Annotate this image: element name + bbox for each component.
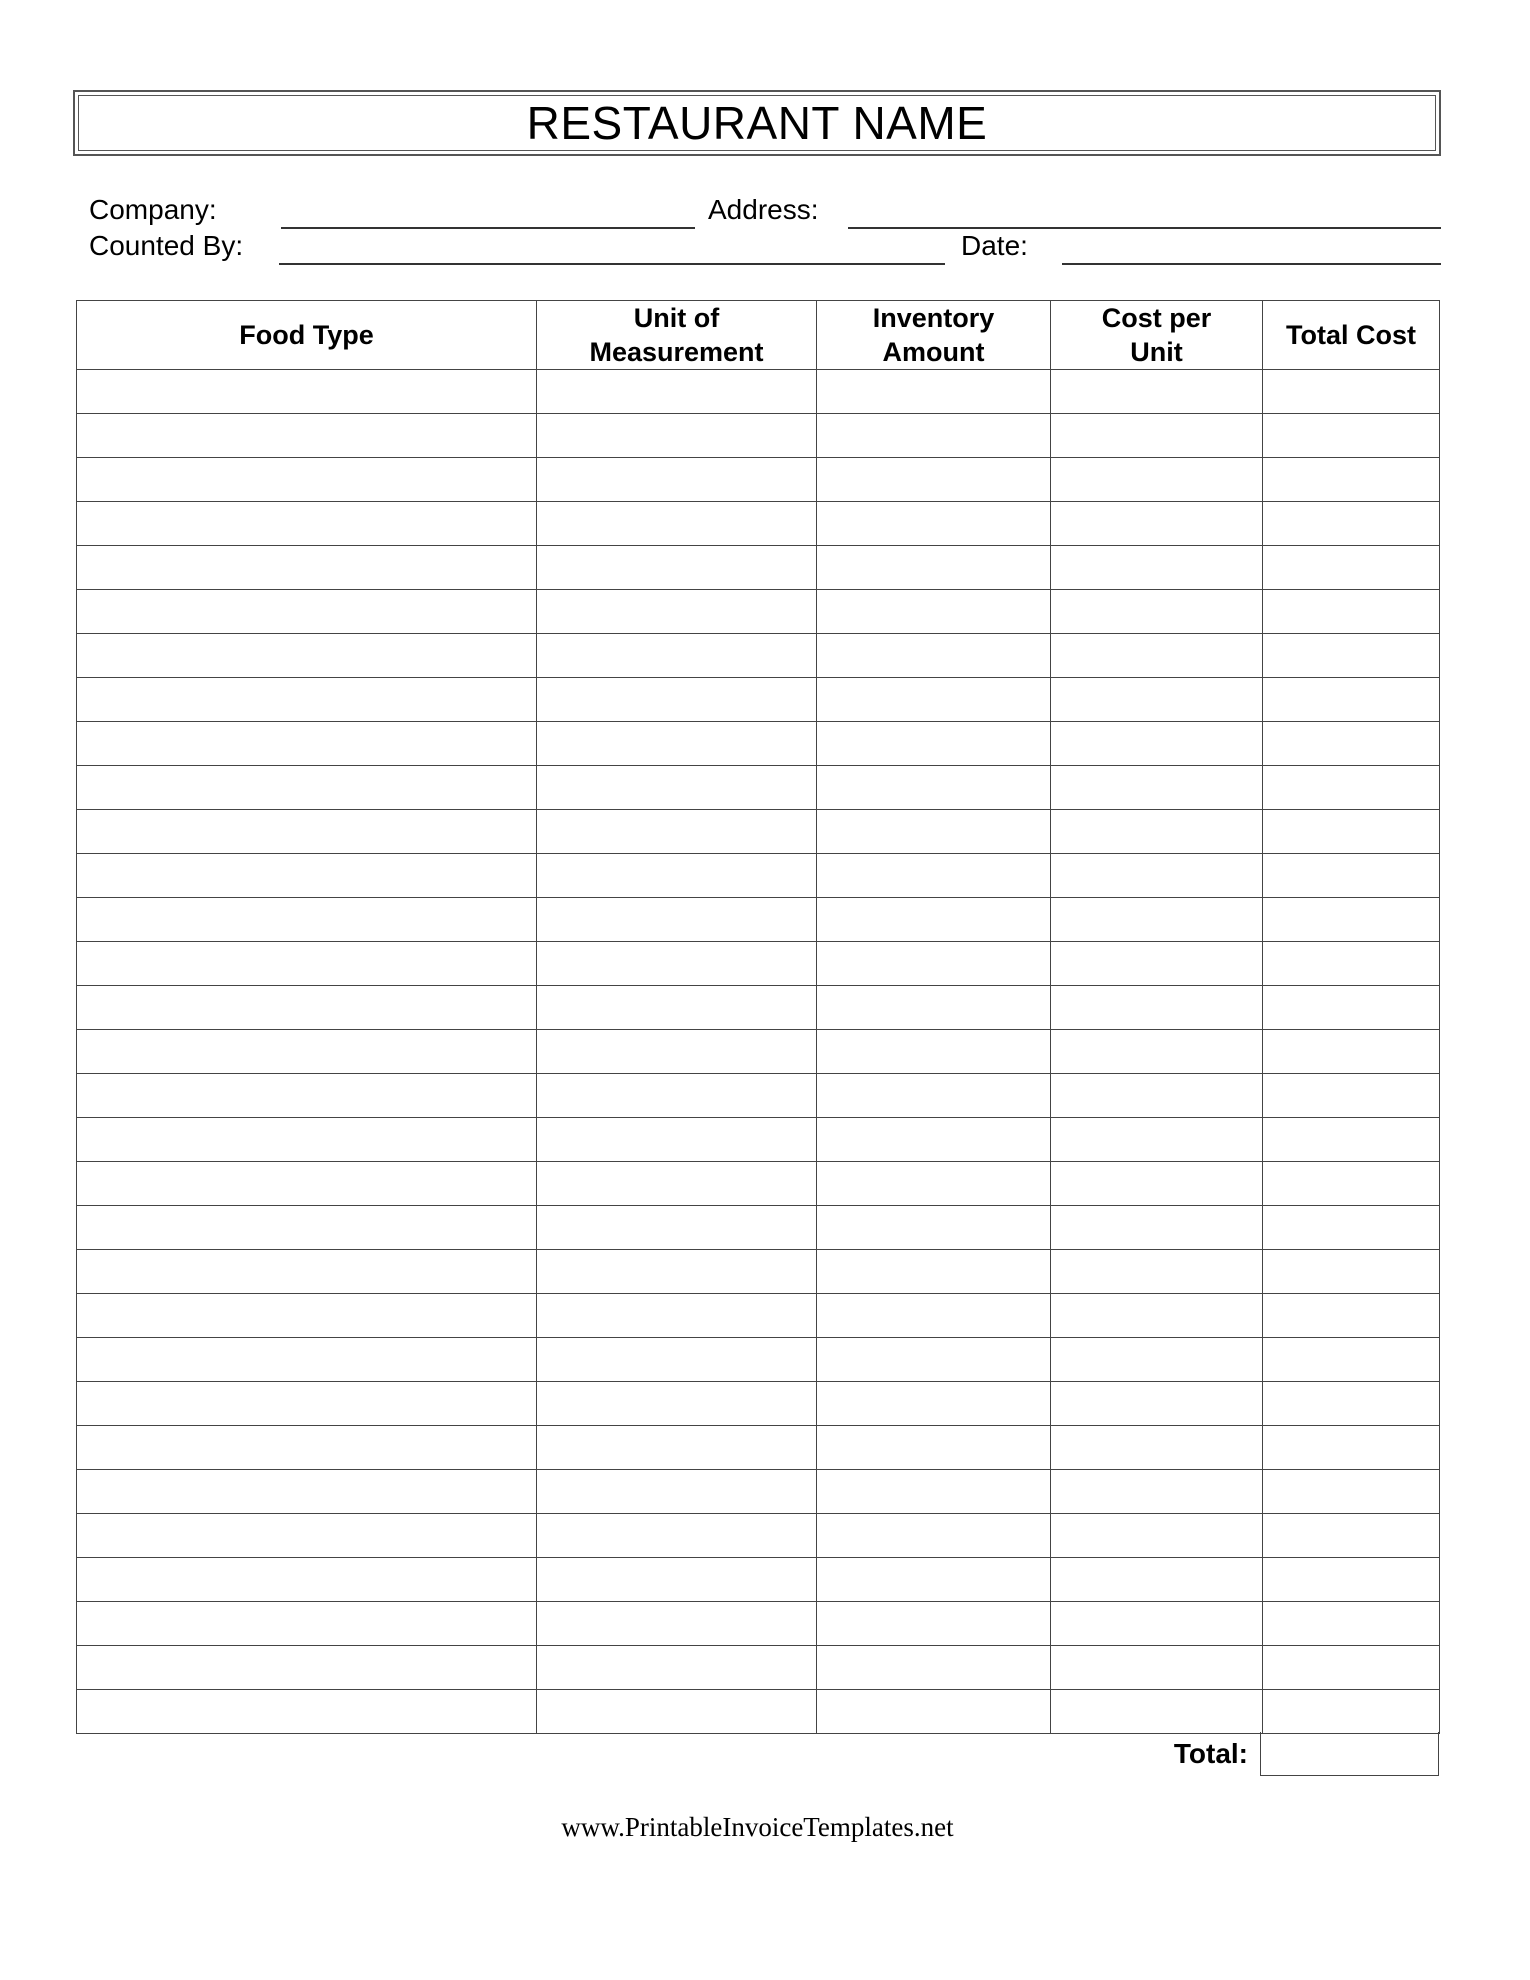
cell-total-cost[interactable] bbox=[1263, 986, 1440, 1030]
table-row bbox=[77, 810, 1440, 854]
cell-total-cost[interactable] bbox=[1263, 1558, 1440, 1602]
table-row bbox=[77, 1074, 1440, 1118]
cell-unit-of-measurement[interactable] bbox=[537, 1690, 817, 1734]
cell-inventory-amount[interactable] bbox=[817, 1646, 1051, 1690]
cell-total-cost[interactable] bbox=[1263, 1426, 1440, 1470]
cell-food-type[interactable] bbox=[77, 1206, 537, 1250]
cell-food-type[interactable] bbox=[77, 1118, 537, 1162]
cell-inventory-amount[interactable] bbox=[817, 1514, 1051, 1558]
cell-cost-per-unit[interactable] bbox=[1051, 590, 1263, 634]
cell-cost-per-unit[interactable] bbox=[1051, 1118, 1263, 1162]
cell-cost-per-unit[interactable] bbox=[1051, 414, 1263, 458]
total-value-cell[interactable] bbox=[1260, 1732, 1439, 1776]
column-header-cost-per-unit: Cost per Unit bbox=[1051, 301, 1263, 370]
table-row bbox=[77, 458, 1440, 502]
cell-total-cost[interactable] bbox=[1263, 1382, 1440, 1426]
column-header-inventory-amount: Inventory Amount bbox=[817, 301, 1051, 370]
table-row bbox=[77, 1558, 1440, 1602]
cell-unit-of-measurement[interactable] bbox=[537, 1602, 817, 1646]
column-header-unit-of-measurement: Unit of Measurement bbox=[537, 301, 817, 370]
cell-cost-per-unit[interactable] bbox=[1051, 1470, 1263, 1514]
table-row bbox=[77, 414, 1440, 458]
table-row bbox=[77, 1470, 1440, 1514]
table-row bbox=[77, 1602, 1440, 1646]
cell-total-cost[interactable] bbox=[1263, 1030, 1440, 1074]
company-field[interactable] bbox=[281, 227, 695, 229]
cell-unit-of-measurement[interactable] bbox=[537, 810, 817, 854]
cell-cost-per-unit[interactable] bbox=[1051, 1602, 1263, 1646]
cell-inventory-amount[interactable] bbox=[817, 1338, 1051, 1382]
cell-unit-of-measurement[interactable] bbox=[537, 1470, 817, 1514]
cell-inventory-amount[interactable] bbox=[817, 1470, 1051, 1514]
cell-food-type[interactable] bbox=[77, 678, 537, 722]
cell-cost-per-unit[interactable] bbox=[1051, 942, 1263, 986]
cell-inventory-amount[interactable] bbox=[817, 722, 1051, 766]
cell-inventory-amount[interactable] bbox=[817, 766, 1051, 810]
cell-inventory-amount[interactable] bbox=[817, 678, 1051, 722]
cell-inventory-amount[interactable] bbox=[817, 1602, 1051, 1646]
cell-total-cost[interactable] bbox=[1263, 678, 1440, 722]
table-row bbox=[77, 1030, 1440, 1074]
table-row bbox=[77, 678, 1440, 722]
address-label: Address: bbox=[708, 194, 819, 225]
cell-total-cost[interactable] bbox=[1263, 722, 1440, 766]
cell-food-type[interactable] bbox=[77, 1162, 537, 1206]
cell-cost-per-unit[interactable] bbox=[1051, 1646, 1263, 1690]
table-row bbox=[77, 502, 1440, 546]
cell-cost-per-unit[interactable] bbox=[1051, 1690, 1263, 1734]
cell-inventory-amount[interactable] bbox=[817, 1118, 1051, 1162]
cell-inventory-amount[interactable] bbox=[817, 898, 1051, 942]
table-row bbox=[77, 1382, 1440, 1426]
cell-unit-of-measurement[interactable] bbox=[537, 634, 817, 678]
cell-inventory-amount[interactable] bbox=[817, 1382, 1051, 1426]
cell-unit-of-measurement[interactable] bbox=[537, 1250, 817, 1294]
cell-inventory-amount[interactable] bbox=[817, 634, 1051, 678]
cell-inventory-amount[interactable] bbox=[817, 986, 1051, 1030]
cell-inventory-amount[interactable] bbox=[817, 370, 1051, 414]
cell-inventory-amount[interactable] bbox=[817, 1690, 1051, 1734]
column-header-total-cost: Total Cost bbox=[1263, 301, 1440, 370]
cell-total-cost[interactable] bbox=[1263, 590, 1440, 634]
cell-cost-per-unit[interactable] bbox=[1051, 1426, 1263, 1470]
cell-unit-of-measurement[interactable] bbox=[537, 854, 817, 898]
cell-food-type[interactable] bbox=[77, 370, 537, 414]
cell-total-cost[interactable] bbox=[1263, 1206, 1440, 1250]
cell-inventory-amount[interactable] bbox=[817, 1206, 1051, 1250]
table-row bbox=[77, 370, 1440, 414]
counted-by-label: Counted By: bbox=[89, 230, 244, 261]
cell-food-type[interactable] bbox=[77, 1690, 537, 1734]
cell-unit-of-measurement[interactable] bbox=[537, 678, 817, 722]
company-label: Company: bbox=[89, 194, 217, 225]
table-row bbox=[77, 1118, 1440, 1162]
counted-by-field[interactable] bbox=[279, 263, 945, 265]
cell-total-cost[interactable] bbox=[1263, 854, 1440, 898]
cell-food-type[interactable] bbox=[77, 1514, 537, 1558]
cell-inventory-amount[interactable] bbox=[817, 810, 1051, 854]
cell-food-type[interactable] bbox=[77, 1338, 537, 1382]
title-box bbox=[73, 90, 1441, 156]
cell-unit-of-measurement[interactable] bbox=[537, 458, 817, 502]
cell-inventory-amount[interactable] bbox=[817, 1250, 1051, 1294]
cell-unit-of-measurement[interactable] bbox=[537, 1558, 817, 1602]
cell-total-cost[interactable] bbox=[1263, 370, 1440, 414]
cell-unit-of-measurement[interactable] bbox=[537, 1118, 817, 1162]
cell-unit-of-measurement[interactable] bbox=[537, 1426, 817, 1470]
cell-unit-of-measurement[interactable] bbox=[537, 1514, 817, 1558]
cell-unit-of-measurement[interactable] bbox=[537, 1162, 817, 1206]
cell-food-type[interactable] bbox=[77, 590, 537, 634]
cell-cost-per-unit[interactable] bbox=[1051, 1030, 1263, 1074]
cell-inventory-amount[interactable] bbox=[817, 1030, 1051, 1074]
cell-inventory-amount[interactable] bbox=[817, 1294, 1051, 1338]
cell-inventory-amount[interactable] bbox=[817, 1558, 1051, 1602]
cell-total-cost[interactable] bbox=[1263, 1294, 1440, 1338]
column-header-food-type: Food Type bbox=[77, 301, 537, 370]
cell-cost-per-unit[interactable] bbox=[1051, 1206, 1263, 1250]
table-row bbox=[77, 986, 1440, 1030]
cell-unit-of-measurement[interactable] bbox=[537, 722, 817, 766]
cell-unit-of-measurement[interactable] bbox=[537, 590, 817, 634]
cell-cost-per-unit[interactable] bbox=[1051, 678, 1263, 722]
cell-cost-per-unit[interactable] bbox=[1051, 1514, 1263, 1558]
cell-cost-per-unit[interactable] bbox=[1051, 1162, 1263, 1206]
cell-cost-per-unit[interactable] bbox=[1051, 722, 1263, 766]
cell-total-cost[interactable] bbox=[1263, 766, 1440, 810]
cell-unit-of-measurement[interactable] bbox=[537, 1382, 817, 1426]
cell-food-type[interactable] bbox=[77, 942, 537, 986]
cell-cost-per-unit[interactable] bbox=[1051, 1250, 1263, 1294]
cell-total-cost[interactable] bbox=[1263, 546, 1440, 590]
table-row bbox=[77, 1426, 1440, 1470]
cell-unit-of-measurement[interactable] bbox=[537, 502, 817, 546]
cell-inventory-amount[interactable] bbox=[817, 1162, 1051, 1206]
cell-cost-per-unit[interactable] bbox=[1051, 1382, 1263, 1426]
cell-cost-per-unit[interactable] bbox=[1051, 854, 1263, 898]
cell-total-cost[interactable] bbox=[1263, 1690, 1440, 1734]
cell-food-type[interactable] bbox=[77, 854, 537, 898]
cell-food-type[interactable] bbox=[77, 722, 537, 766]
table-row bbox=[77, 546, 1440, 590]
cell-cost-per-unit[interactable] bbox=[1051, 546, 1263, 590]
total-label: Total: bbox=[1173, 1738, 1248, 1769]
cell-unit-of-measurement[interactable] bbox=[537, 942, 817, 986]
table-row bbox=[77, 590, 1440, 634]
cell-unit-of-measurement[interactable] bbox=[537, 1338, 817, 1382]
cell-inventory-amount[interactable] bbox=[817, 414, 1051, 458]
cell-food-type[interactable] bbox=[77, 766, 537, 810]
cell-inventory-amount[interactable] bbox=[817, 502, 1051, 546]
cell-total-cost[interactable] bbox=[1263, 1514, 1440, 1558]
cell-cost-per-unit[interactable] bbox=[1051, 1074, 1263, 1118]
cell-food-type[interactable] bbox=[77, 898, 537, 942]
cell-unit-of-measurement[interactable] bbox=[537, 1074, 817, 1118]
cell-total-cost[interactable] bbox=[1263, 414, 1440, 458]
table-row bbox=[77, 1338, 1440, 1382]
cell-inventory-amount[interactable] bbox=[817, 1426, 1051, 1470]
cell-food-type[interactable] bbox=[77, 458, 537, 502]
cell-total-cost[interactable] bbox=[1263, 458, 1440, 502]
cell-total-cost[interactable] bbox=[1263, 1118, 1440, 1162]
cell-inventory-amount[interactable] bbox=[817, 590, 1051, 634]
address-field[interactable] bbox=[848, 227, 1441, 229]
cell-food-type[interactable] bbox=[77, 1294, 537, 1338]
cell-cost-per-unit[interactable] bbox=[1051, 458, 1263, 502]
cell-cost-per-unit[interactable] bbox=[1051, 634, 1263, 678]
table-header-row bbox=[77, 301, 1440, 370]
restaurant-name-title: RESTAURANT NAME bbox=[78, 95, 1436, 151]
cell-total-cost[interactable] bbox=[1263, 1074, 1440, 1118]
cell-inventory-amount[interactable] bbox=[817, 1074, 1051, 1118]
table-row bbox=[77, 634, 1440, 678]
date-field[interactable] bbox=[1062, 263, 1441, 265]
cell-food-type[interactable] bbox=[77, 1558, 537, 1602]
cell-cost-per-unit[interactable] bbox=[1051, 766, 1263, 810]
cell-total-cost[interactable] bbox=[1263, 1646, 1440, 1690]
cell-unit-of-measurement[interactable] bbox=[537, 1206, 817, 1250]
cell-unit-of-measurement[interactable] bbox=[537, 986, 817, 1030]
cell-unit-of-measurement[interactable] bbox=[537, 370, 817, 414]
cell-total-cost[interactable] bbox=[1263, 1470, 1440, 1514]
cell-food-type[interactable] bbox=[77, 634, 537, 678]
inventory-table bbox=[76, 300, 1440, 1734]
date-label: Date: bbox=[961, 230, 1028, 261]
cell-unit-of-measurement[interactable] bbox=[537, 766, 817, 810]
cell-total-cost[interactable] bbox=[1263, 942, 1440, 986]
cell-food-type[interactable] bbox=[77, 810, 537, 854]
table-row bbox=[77, 898, 1440, 942]
cell-food-type[interactable] bbox=[77, 1074, 537, 1118]
cell-food-type[interactable] bbox=[77, 1426, 537, 1470]
cell-cost-per-unit[interactable] bbox=[1051, 1294, 1263, 1338]
cell-cost-per-unit[interactable] bbox=[1051, 370, 1263, 414]
cell-cost-per-unit[interactable] bbox=[1051, 1338, 1263, 1382]
cell-food-type[interactable] bbox=[77, 546, 537, 590]
cell-total-cost[interactable] bbox=[1263, 898, 1440, 942]
cell-unit-of-measurement[interactable] bbox=[537, 1030, 817, 1074]
cell-total-cost[interactable] bbox=[1263, 1162, 1440, 1206]
cell-total-cost[interactable] bbox=[1263, 634, 1440, 678]
cell-total-cost[interactable] bbox=[1263, 1602, 1440, 1646]
cell-inventory-amount[interactable] bbox=[817, 942, 1051, 986]
cell-unit-of-measurement[interactable] bbox=[537, 546, 817, 590]
cell-unit-of-measurement[interactable] bbox=[537, 1646, 817, 1690]
table-row bbox=[77, 722, 1440, 766]
cell-food-type[interactable] bbox=[77, 1470, 537, 1514]
cell-unit-of-measurement[interactable] bbox=[537, 1294, 817, 1338]
table-row bbox=[77, 1294, 1440, 1338]
cell-cost-per-unit[interactable] bbox=[1051, 810, 1263, 854]
cell-food-type[interactable] bbox=[77, 1030, 537, 1074]
table-row bbox=[77, 942, 1440, 986]
cell-total-cost[interactable] bbox=[1263, 502, 1440, 546]
table-row bbox=[77, 854, 1440, 898]
table-body bbox=[77, 370, 1440, 1734]
cell-food-type[interactable] bbox=[77, 1250, 537, 1294]
table-row bbox=[77, 766, 1440, 810]
table-row bbox=[77, 1646, 1440, 1690]
cell-food-type[interactable] bbox=[77, 1602, 537, 1646]
cell-total-cost[interactable] bbox=[1263, 1250, 1440, 1294]
cell-food-type[interactable] bbox=[77, 986, 537, 1030]
cell-inventory-amount[interactable] bbox=[817, 458, 1051, 502]
cell-cost-per-unit[interactable] bbox=[1051, 502, 1263, 546]
cell-cost-per-unit[interactable] bbox=[1051, 986, 1263, 1030]
cell-food-type[interactable] bbox=[77, 1382, 537, 1426]
table-row bbox=[77, 1514, 1440, 1558]
cell-inventory-amount[interactable] bbox=[817, 854, 1051, 898]
cell-unit-of-measurement[interactable] bbox=[537, 898, 817, 942]
cell-food-type[interactable] bbox=[77, 414, 537, 458]
cell-food-type[interactable] bbox=[77, 502, 537, 546]
cell-cost-per-unit[interactable] bbox=[1051, 1558, 1263, 1602]
cell-inventory-amount[interactable] bbox=[817, 546, 1051, 590]
table-row bbox=[77, 1162, 1440, 1206]
table-row bbox=[77, 1206, 1440, 1250]
table-row bbox=[77, 1250, 1440, 1294]
footer-website: www.PrintableInvoiceTemplates.net bbox=[561, 1812, 954, 1842]
cell-total-cost[interactable] bbox=[1263, 1338, 1440, 1382]
cell-food-type[interactable] bbox=[77, 1646, 537, 1690]
table-row bbox=[77, 1690, 1440, 1734]
cell-unit-of-measurement[interactable] bbox=[537, 414, 817, 458]
cell-total-cost[interactable] bbox=[1263, 810, 1440, 854]
cell-cost-per-unit[interactable] bbox=[1051, 898, 1263, 942]
